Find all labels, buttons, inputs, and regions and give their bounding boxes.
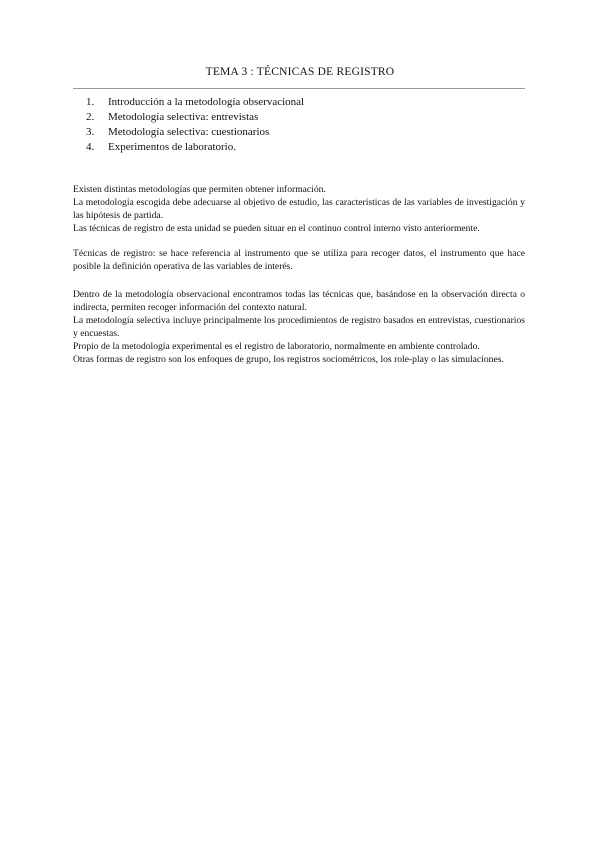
- paragraph: Existen distintas metodologías que permiten obtener información.: [73, 184, 326, 195]
- title-divider: [73, 88, 525, 89]
- topic-number: 4.: [86, 141, 95, 153]
- topic-number: 3.: [86, 126, 95, 138]
- topic-item: [86, 140, 304, 155]
- topic-number: 1.: [86, 96, 95, 108]
- topic-item: [86, 125, 304, 140]
- paragraph: La metodología escogida debe adecuarse al objetivo de estudio, las características de las variables de investigación y las hipótesis de partida.: [73, 197, 525, 221]
- topic-number: 2.: [86, 111, 95, 123]
- paragraph: Técnicas de registro: se hace referencia al instrumento que se utiliza para recoger datos, el instrumento que hace posible la definición operativa de las variables de interés.: [73, 248, 525, 272]
- paragraph: Dentro de la metodología observacional encontramos todas las técnicas que, basándose en la observación directa o indirecta, permiten recoger información del contexto natural.: [73, 289, 525, 313]
- topic-item: [86, 110, 304, 125]
- topic-list: [86, 95, 304, 155]
- definition-block: [73, 247, 525, 273]
- intro-block: [73, 183, 525, 235]
- topic-label: Introducción a la metodología observacional: [108, 96, 305, 108]
- paragraph: Propio de la metodología experimental es el registro de laboratorio, normalmente en ambiente controlado.: [73, 341, 480, 352]
- paragraph: Otras formas de registro son los enfoques de grupo, los registros sociométricos, los role-play o las simulaciones.: [73, 354, 504, 365]
- document-title: TEMA 3 : TÉCNICAS DE REGISTRO: [205, 66, 395, 78]
- topic-label: Experimentos de laboratorio.: [108, 141, 236, 153]
- paragraph: Las técnicas de registro de esta unidad se pueden situar en el continuo control interno visto anteriormente.: [73, 223, 480, 234]
- topic-label: Metodología selectiva: cuestionarios: [108, 126, 270, 138]
- topic-label: Metodología selectiva: entrevistas: [108, 111, 259, 123]
- topic-item: [86, 95, 304, 110]
- paragraph: La metodología selectiva incluye principalmente los procedimientos de registro basados en entrevistas, cuestionarios y encuestas.: [73, 315, 525, 339]
- methods-block: [73, 288, 525, 366]
